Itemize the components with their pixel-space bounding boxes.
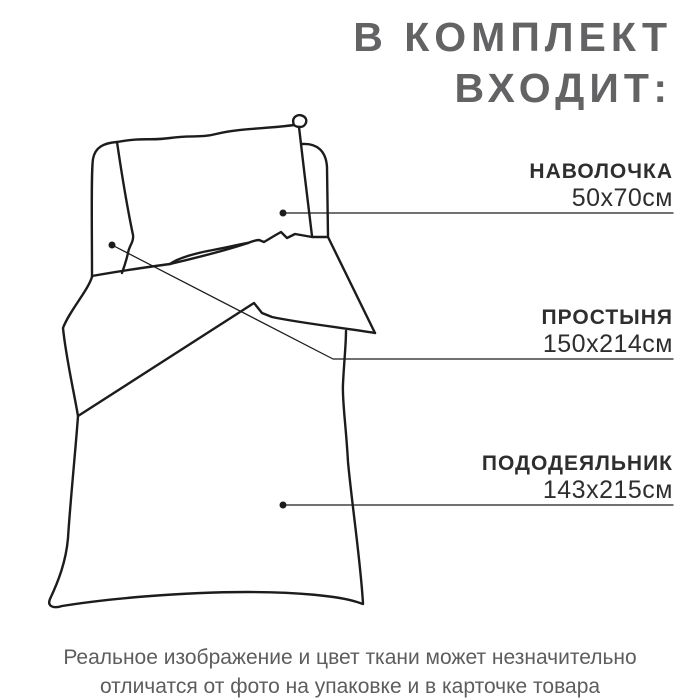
sheet-name: ПРОСТЫНЯ xyxy=(541,306,673,329)
sheet-size: 150х214см xyxy=(542,330,673,358)
duvet-fold-edge xyxy=(78,303,375,416)
pillowcase-size: 50х70см xyxy=(571,184,673,212)
disclaimer-line2: отличатся от фото на упаковке и в карточке товара xyxy=(99,675,601,698)
page-title-line1: В КОМПЛЕКТ xyxy=(353,14,672,60)
label-pillowcase xyxy=(529,160,673,211)
pillow-left-edge xyxy=(117,142,133,273)
bed-top-edge-right xyxy=(248,232,328,243)
page-title xyxy=(353,12,672,114)
disclaimer-text xyxy=(0,643,700,700)
label-duvet-cover xyxy=(482,452,673,503)
pillow-corner-loop xyxy=(293,115,306,127)
disclaimer-line1: Реальное изображение и цвет ткани может незначительно xyxy=(63,646,637,669)
duvet-outline xyxy=(49,277,363,607)
pillowcase-name: НАВОЛОЧКА xyxy=(529,160,673,183)
label-sheet xyxy=(542,306,673,357)
mattress-right-corner xyxy=(328,237,375,333)
pillow-top-edge xyxy=(117,125,294,142)
bed-top-edge xyxy=(92,264,170,276)
duvet-cover-name: ПОДОДЕЯЛЬНИК xyxy=(481,452,673,475)
headboard-left-post xyxy=(92,142,117,277)
duvet-cover-size: 143х215см xyxy=(542,476,673,504)
page-title-line2: ВХОДИТ: xyxy=(454,65,672,111)
